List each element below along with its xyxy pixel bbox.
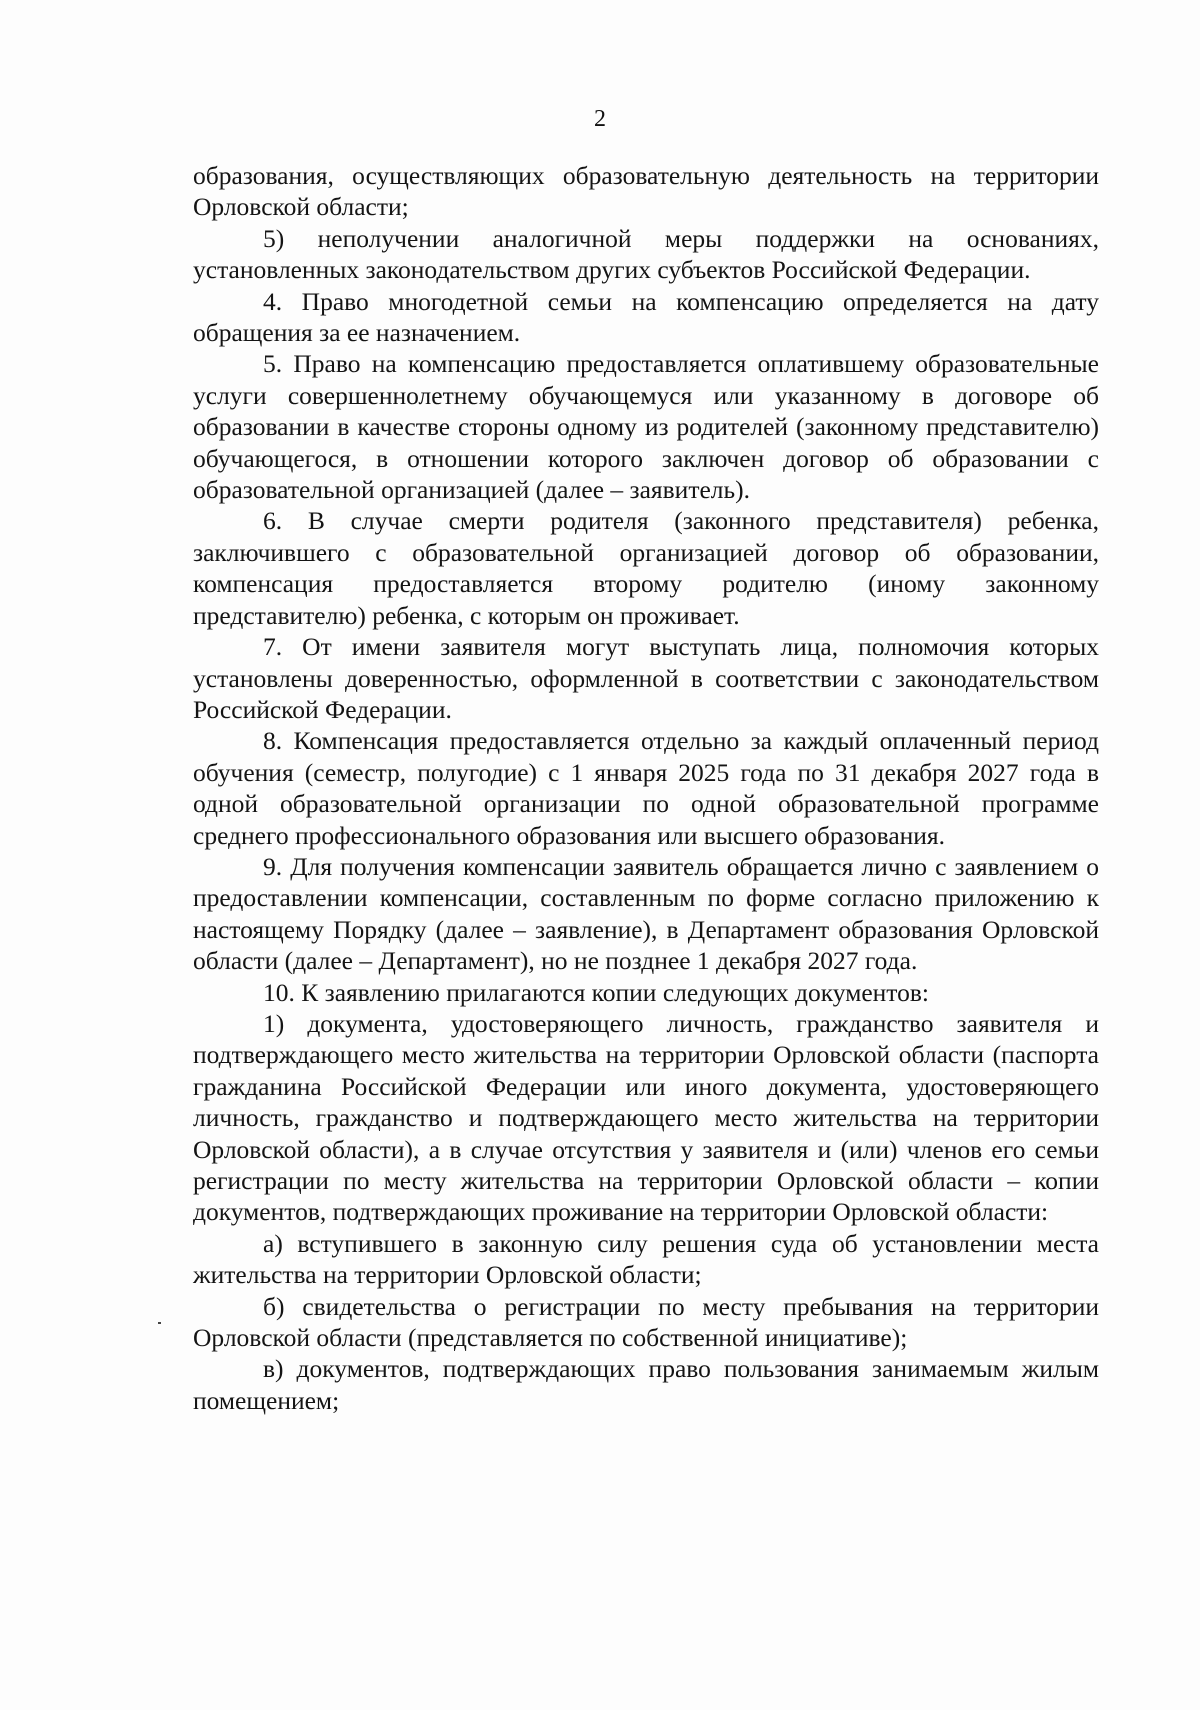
paragraph-clause-7: 7. От имени заявителя могут выступать лица, полномочия которых установлены доверенностью, оформленной в соответствии с законодательством Российской Федерации. xyxy=(193,632,1099,724)
scan-speck xyxy=(158,1322,161,1324)
paragraph-subitem-a: а) вступившего в законную силу решения суда об установлении места жительства на территории Орловской области; xyxy=(193,1228,1099,1290)
paragraph-continuation: образования, осуществляющих образовательную деятельность на территории Орловской области; xyxy=(193,161,1099,222)
paragraph-subitem-1: 1) документа, удостоверяющего личность, гражданство заявителя и подтверждающего место жительства на территории Орловской области (паспорта гражданина Российской Федерации или иного документа, удостоверяющего личность, гражданство и подтверждающего место жительства на территории Орловской области), а в случае отсутствия у заявителя и (или) членов его семьи регистрации по месту жительства на территории Орловской области – копии документов, подтверждающих проживание на территории Орловской области: xyxy=(193,1008,1099,1227)
page-number: 2 xyxy=(594,106,606,132)
document-body xyxy=(193,160,1099,1416)
paragraph-clause-6: 6. В случае смерти родителя (законного представителя) ребенка, заключившего с образовательной организацией договор об образовании, компенсация предоставляется второму родителю (иному законному представителю) ребенка, с которым он проживает. xyxy=(193,506,1099,630)
paragraph-clause-9: 9. Для получения компенсации заявитель обращается лично с заявлением о предоставлении компенсации, составленным по форме согласно приложению к настоящему Порядку (далее – заявление), в Департамент образования Орловской области (далее – Департамент), но не позднее 1 декабря 2027 года. xyxy=(193,851,1099,976)
paragraph-subitem-v: в) документов, подтверждающих право пользования занимаемым жилым помещением; xyxy=(193,1354,1099,1415)
paragraph-subitem-b: б) свидетельства о регистрации по месту пребывания на территории Орловской области (представляется по собственной инициативе); xyxy=(193,1291,1099,1353)
paragraph-clause-5: 5. Право на компенсацию предоставляется оплатившему образовательные услуги совершеннолетнему обучающемуся или указанному в договоре об образовании в качестве стороны одному из родителей (законному представителю) обучающегося, в отношении которого заключен договор об образовании с образовательной организацией (далее – заявитель). xyxy=(193,349,1099,505)
paragraph-item-5: 5) неполучении аналогичной меры поддержки на основаниях, установленных законодательством других субъектов Российской Федерации. xyxy=(193,223,1099,285)
paragraph-clause-8: 8. Компенсация предоставляется отдельно за каждый оплаченный период обучения (семестр, полугодие) с 1 января 2025 года по 31 декабря 2027 года в одной образовательной организации по одной образовательной программе среднего профессионального образования или высшего образования. xyxy=(193,726,1099,850)
paragraph-clause-10: 10. К заявлению прилагаются копии следующих документов: xyxy=(263,977,929,1007)
paragraph-clause-4: 4. Право многодетной семьи на компенсацию определяется на дату обращения за ее назначением. xyxy=(193,286,1099,348)
